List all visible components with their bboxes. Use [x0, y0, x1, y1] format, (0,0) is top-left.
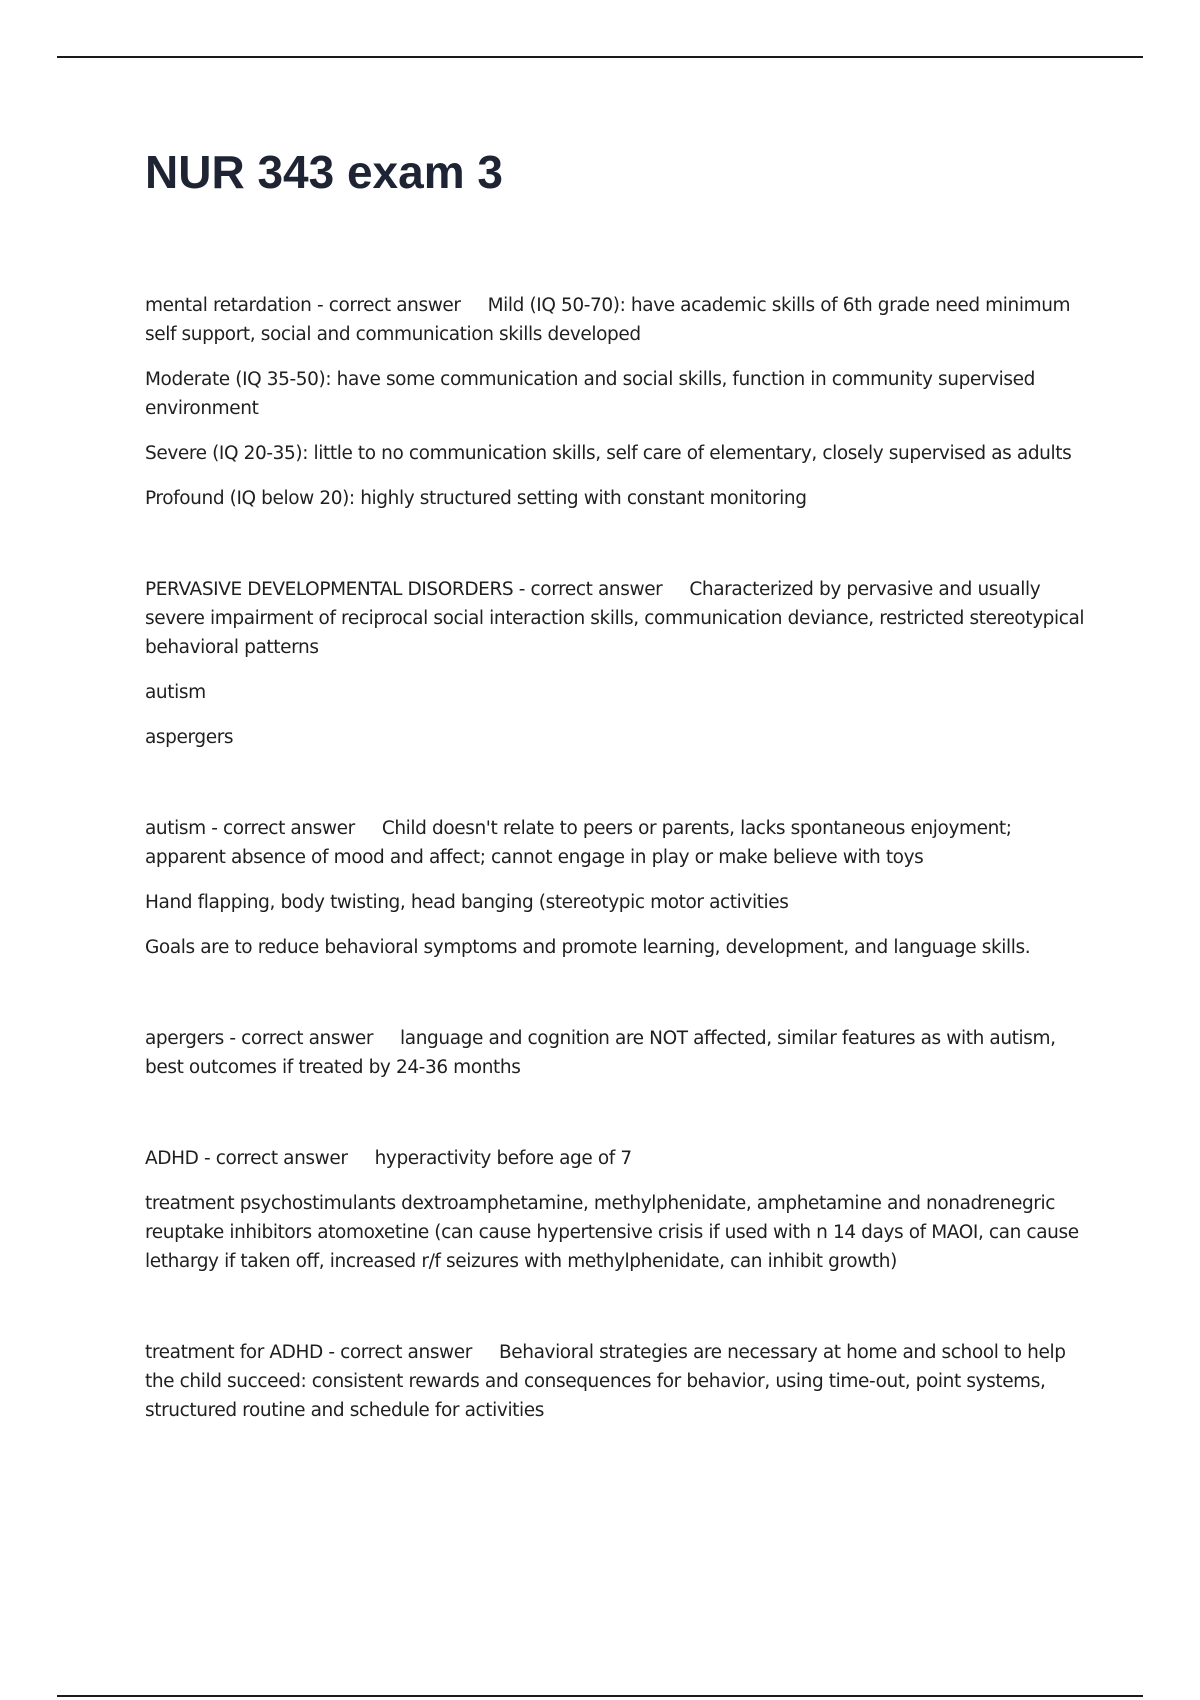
top-rule: [57, 56, 1143, 58]
card-term: treatment for ADHD - correct answer: [145, 1342, 472, 1363]
page-title: NUR 343 exam 3: [145, 146, 503, 198]
flashcard-treatment-for-adhd: [145, 1338, 1095, 1425]
flashcard-apergers: [145, 1024, 1095, 1082]
flashcard-mental-retardation: [145, 291, 1095, 513]
card-answer-line: [145, 575, 1095, 662]
card-detail: aspergers: [145, 727, 234, 748]
card-answer-line: [145, 1144, 1095, 1173]
flashcard-adhd: [145, 1144, 1095, 1276]
card-answer: Behavioral strategies are necessary at home and school to help the child succeed: consistent rewards and consequences for behavior, using time-out, point systems, structured routine and schedule for activities: [145, 1342, 1066, 1421]
card-answer: Characterized by pervasive and usually severe impairment of reciprocal social interaction skills, communication deviance, restricted stereotypical behavioral patterns: [145, 579, 1085, 658]
card-answer: Child doesn't relate to peers or parents, lacks spontaneous enjoyment; apparent absence of mood and affect; cannot engage in play or make believe with toys: [145, 818, 1012, 868]
card-answer: language and cognition are NOT affected, similar features as with autism, best outcomes if treated by 24-36 months: [145, 1028, 1056, 1078]
flashcard-autism: [145, 814, 1095, 962]
card-answer: Mild (IQ 50-70): have academic skills of 6th grade need minimum self support, social and communication skills developed: [145, 295, 1071, 345]
flashcard-pervasive-developmental-disorders: [145, 575, 1095, 752]
card-answer-line: [145, 1024, 1095, 1082]
card-term: mental retardation - correct answer: [145, 295, 461, 316]
card-detail: treatment psychostimulants dextroamphetamine, methylphenidate, amphetamine and nonadrenegric reuptake inhibitors atomoxetine (can cause hypertensive crisis if used with n 14 days of MAOI, can cause lethargy if taken off, increased r/f seizures with methylphenidate, can inhibit growth): [145, 1193, 1079, 1272]
card-answer-line: [145, 814, 1095, 872]
card-detail: Moderate (IQ 35-50): have some communication and social skills, function in community supervised environment: [145, 369, 1035, 419]
card-detail: Hand flapping, body twisting, head banging (stereotypic motor activities: [145, 892, 789, 913]
card-detail: Profound (IQ below 20): highly structured setting with constant monitoring: [145, 488, 807, 509]
card-term: apergers - correct answer: [145, 1028, 374, 1049]
flashcard-list: [145, 291, 1095, 1487]
card-answer-line: [145, 1338, 1095, 1425]
bottom-rule: [57, 1695, 1143, 1697]
card-detail: Goals are to reduce behavioral symptoms and promote learning, development, and language skills.: [145, 937, 1031, 958]
card-term: PERVASIVE DEVELOPMENTAL DISORDERS - correct answer: [145, 579, 663, 600]
card-term: ADHD - correct answer: [145, 1148, 348, 1169]
card-answer: hyperactivity before age of 7: [374, 1148, 632, 1169]
card-detail: autism: [145, 682, 206, 703]
card-answer-line: [145, 291, 1095, 349]
card-detail: Severe (IQ 20-35): little to no communication skills, self care of elementary, closely supervised as adults: [145, 443, 1072, 464]
card-term: autism - correct answer: [145, 818, 355, 839]
